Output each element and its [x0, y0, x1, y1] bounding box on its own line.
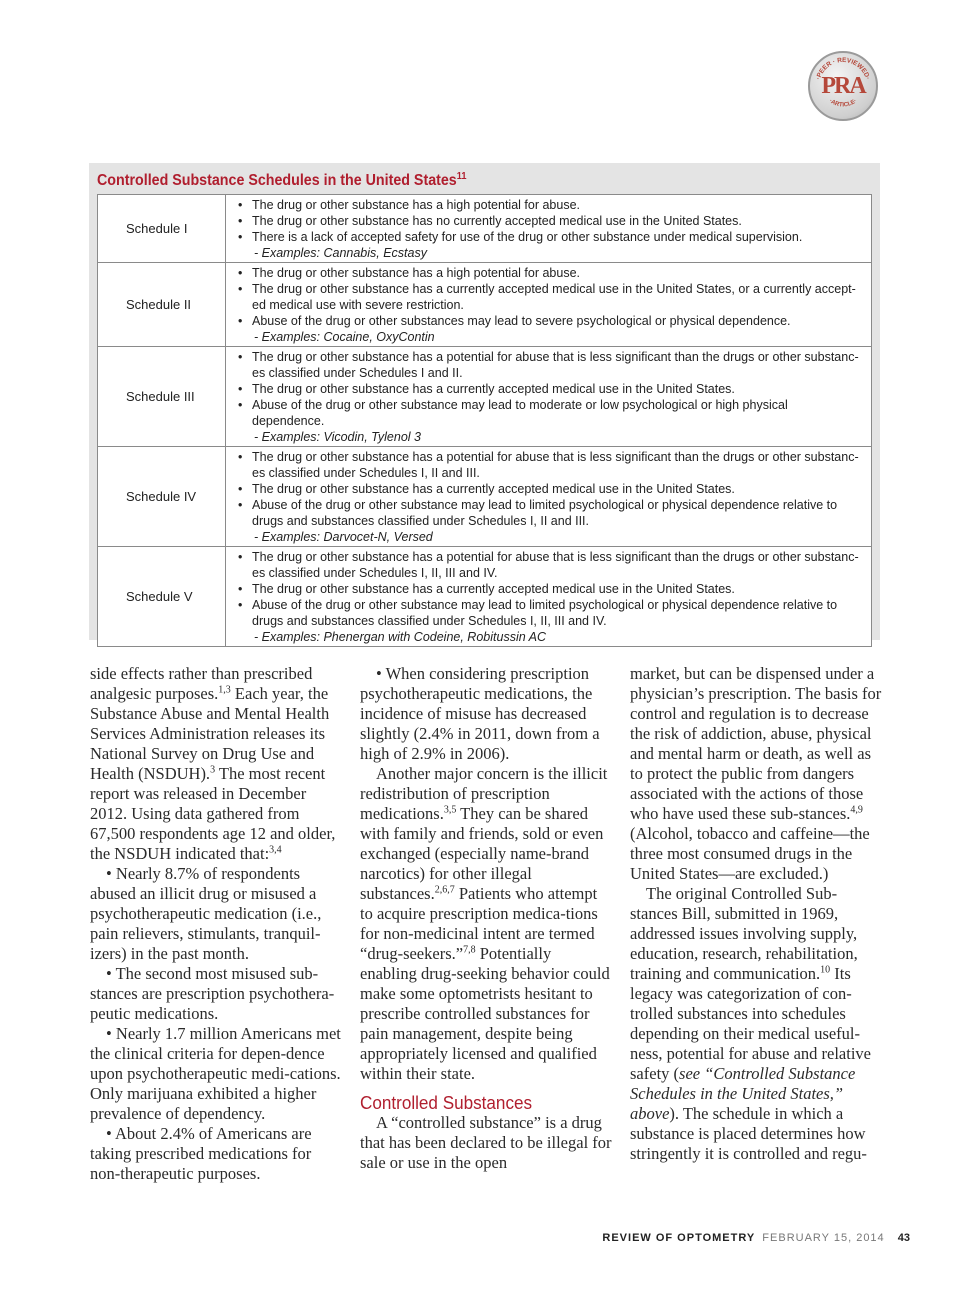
criterion-bullet: • The drug or other substance has no currently accepted medical use in the United States. — [236, 213, 863, 229]
paragraph: market, but can be dispensed under a physician’s prescription. The basis for control and regulation is to decrease the risk of addiction, abuse, physical and mental harm or death, as well as to protect the public from dangers associated with the actions of those who have used these sub-stances.$^{4,9}$ (Alcohol, tobacco and caffeine—the three most consumed drugs in the United States—are excluded.) — [630, 664, 882, 883]
schedule-name: Schedule I — [98, 195, 226, 263]
body-column-2 — [360, 664, 612, 1173]
page-footer — [602, 1232, 910, 1244]
badge-top-text: ·PEER · REVIEWED· — [814, 56, 872, 81]
schedule-name: Schedule II — [98, 263, 226, 347]
table-title-ref: 11 — [456, 171, 467, 182]
criterion-bullet: • Abuse of the drug or other substances may lead to severe psychological or physical dependence. — [236, 313, 863, 329]
issue-date: FEBRUARY 15, 2014 — [762, 1232, 885, 1244]
schedule-table — [97, 194, 872, 647]
schedule-criteria — [226, 263, 872, 347]
criterion-bullet: • The drug or other substance has a currently accepted medical use in the United States. — [236, 481, 863, 497]
criterion-bullet: • Abuse of the drug or other substance may lead to limited psychological or physical dependence relative to drugs and substances classified under Schedules I, II and III. — [236, 497, 863, 529]
criterion-bullet: • The drug or other substance has a currently accepted medical use in the United States. — [236, 381, 863, 397]
schedule-criteria — [226, 347, 872, 447]
criterion-bullet: • The drug or other substance has a potential for abuse that is less significant than the drugs or other substanc-es classified under Schedules I and II. — [236, 349, 863, 381]
schedule-row — [98, 195, 872, 263]
schedule-examples: - Examples: Cocaine, OxyContin — [254, 330, 435, 344]
paragraph: Another major concern is the illicit redistribution of prescription medications.$^{3,5}$ They can be shared with family and friends, sold or even exchanged (especially name-brand narcotics) for other illegal substances.$^{2,6,7}$ Patients who attempt to acquire prescription medica-tions for non-medicinal intent are termed “drug-seekers.”$^{7,8}$ Potentially enabling drug-seeking behavior could make some optometrists hesitant to prescribe controlled substances for pain management, despite being appropriately licensed and qualified within their state. — [360, 764, 610, 1083]
bullet-paragraph: • Nearly 8.7% of respondents abused an illicit drug or misused a psychotherapeutic medication (i.e., pain relievers, stimulants, tranquil-izers) in the past month. — [90, 864, 322, 963]
schedule-name: Schedule V — [98, 547, 226, 647]
table-title — [97, 171, 466, 190]
schedule-row — [98, 347, 872, 447]
criterion-bullet: • The drug or other substance has a currently accepted medical use in the United States. — [236, 581, 863, 597]
criterion-bullet: • The drug or other substance has a high potential for abuse. — [236, 197, 863, 213]
body-column-3 — [630, 664, 882, 1164]
schedule-examples: - Examples: Cannabis, Ecstasy — [254, 246, 427, 260]
schedule-criteria — [226, 447, 872, 547]
criterion-bullet: • There is a lack of accepted safety for use of the drug or other substance under medical supervision. — [236, 229, 863, 245]
journal-name: REVIEW OF OPTOMETRY — [602, 1232, 756, 1244]
schedule-table-box — [89, 163, 880, 644]
schedule-row — [98, 447, 872, 547]
table-title-text: Controlled Substance Schedules in the United States — [97, 172, 457, 190]
bullet-paragraph: • The second most misused sub-stances are prescription psychothera-peutic medications. — [90, 964, 335, 1023]
schedule-criteria — [226, 195, 872, 263]
criterion-bullet: • Abuse of the drug or other substance may lead to limited psychological or physical dependence relative to drugs and substances classified under Schedules I, II, III and IV. — [236, 597, 863, 629]
schedule-criteria — [226, 547, 872, 647]
criterion-bullet: • The drug or other substance has a potential for abuse that is less significant than the drugs or other substanc-es classified under Schedules I, II, III and IV. — [236, 549, 863, 581]
paragraph: side effects rather than prescribed analgesic purposes.$^{1,3}$ Each year, the Substance Abuse and Mental Health Services Administration releases its National Survey on Drug Use and Health (NSDUH).$^3$ The most recent report was released in December 2012. Using data gathered from 67,500 respondents age 12 and older, the NSDUH indicated that:$^{3,4}$ — [90, 664, 336, 863]
badge-monogram: PRA — [821, 73, 865, 99]
schedule-examples: - Examples: Phenergan with Codeine, Robitussin AC — [254, 630, 547, 644]
bullet-paragraph: • Nearly 1.7 million Americans met the clinical criteria for depen-dence upon psychotherapeutic medi-cations. Only marijuana exhibited a higher prevalence of dependency. — [90, 1024, 341, 1123]
bullet-paragraph: • When considering prescription psychotherapeutic medications, the incidence of misuse has decreased slightly (2.4% in 2011, down from a high of 2.9% in 2006). — [360, 664, 600, 763]
peer-reviewed-badge — [808, 51, 878, 121]
schedule-name: Schedule III — [98, 347, 226, 447]
paragraph: A “controlled substance” is a drug that has been declared to be illegal for sale or use in the open — [360, 1113, 612, 1172]
schedule-name: Schedule IV — [98, 447, 226, 547]
paragraph: The original Controlled Sub-stances Bill, submitted in 1969, addressed issues involving supply, education, research, rehabilitation, training and communication.$^{10}$ Its legacy was categorization of con-trolled substances into schedules depending on their medical useful-ness, potential for abuse and relative safety (see “Controlled Substance Schedules in the United States,” above). The schedule in which a substance is placed determines how stringently it is controlled and regu- — [630, 884, 871, 1163]
criterion-bullet: • The drug or other substance has a currently accepted medical use in the United States, or a currently accept-ed medical use with severe restriction. — [236, 281, 863, 313]
criterion-bullet: • The drug or other substance has a potential for abuse that is less significant than the drugs or other substanc-es classified under Schedules I, II and III. — [236, 449, 863, 481]
schedule-row — [98, 263, 872, 347]
schedule-row — [98, 547, 872, 647]
schedule-examples: - Examples: Vicodin, Tylenol 3 — [254, 430, 421, 444]
criterion-bullet: • The drug or other substance has a high potential for abuse. — [236, 265, 863, 281]
page-number: 43 — [897, 1232, 910, 1244]
bullet-paragraph: • About 2.4% of Americans are taking prescribed medications for non-therapeutic purposes. — [90, 1124, 312, 1183]
criterion-bullet: • Abuse of the drug or other substance may lead to moderate or low psychological or high physical dependence. — [236, 397, 863, 429]
schedule-examples: - Examples: Darvocet-N, Versed — [254, 530, 433, 544]
section-heading: Controlled Substances — [360, 1093, 533, 1113]
badge-bottom-text: ·ARTICLE· — [827, 98, 859, 109]
body-column-1 — [90, 664, 342, 1184]
